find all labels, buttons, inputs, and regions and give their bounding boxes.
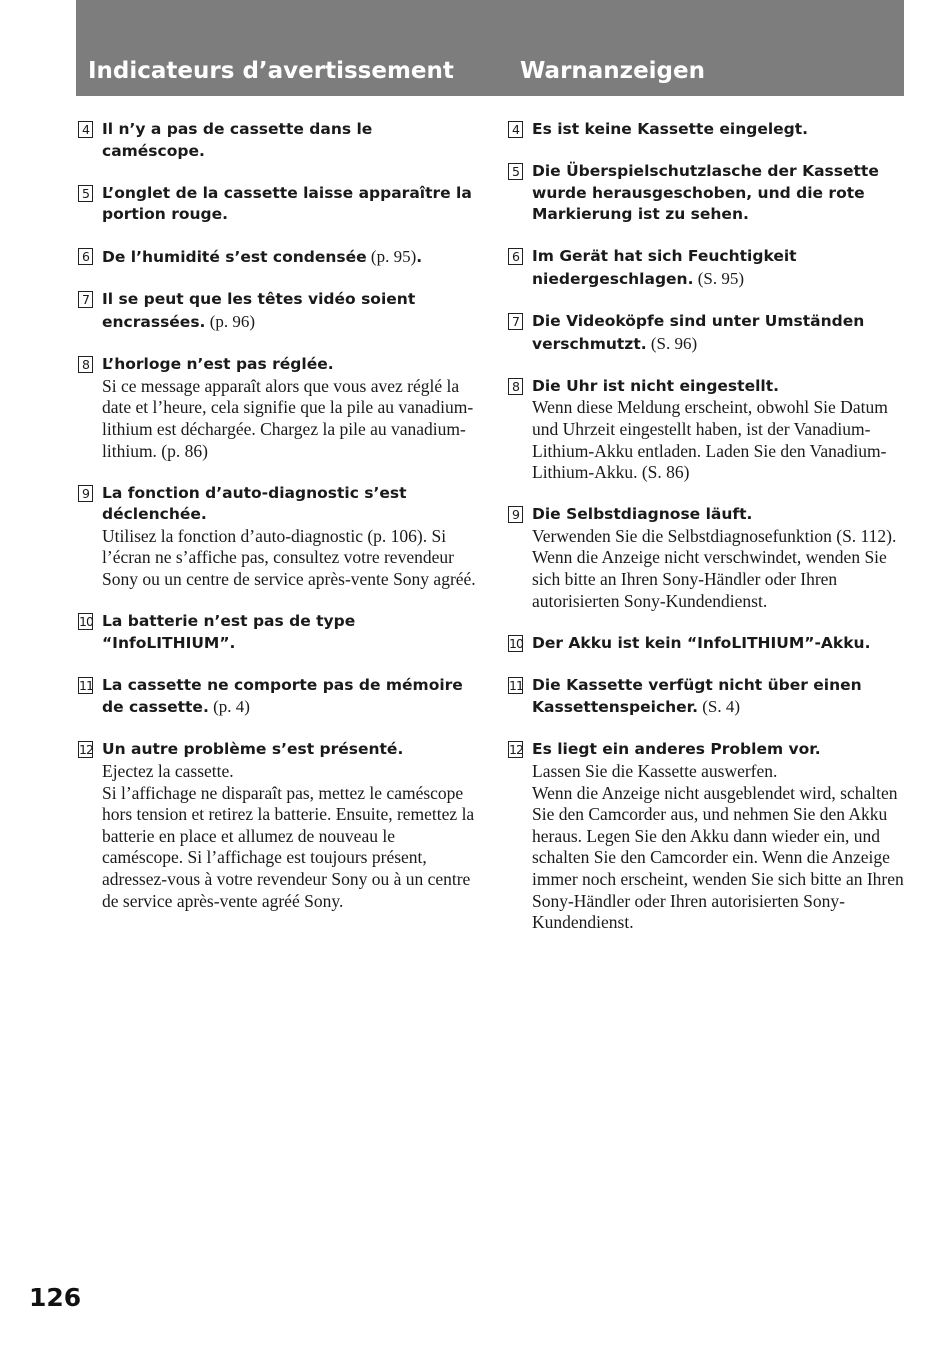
warning-title-text: La cassette ne comporte pas de mémoire de cassette. [102,675,463,717]
description-paragraph: Si ce message apparaît alors que vous avez réglé la date et l’heure, cela signifie que la pile au vanadium-lithium est déchargée. Chargez la pile au vanadium-lithium. (p. 86) [102,375,474,461]
warning-title-text: Die Kassette verfügt nicht über einen Kassettenspeicher. [532,675,862,717]
indicator-number-box: 10 [509,635,523,651]
warning-item [508,633,908,655]
warning-title-text: Die Videoköpfe sind unter Umständen verschmutzt. [532,312,865,353]
warning-title-text: Il n’y a pas de cassette dans le caméscope. [102,120,373,160]
warning-item [508,119,908,141]
page-reference: (S. 4) [698,697,741,717]
warning-title [532,311,908,355]
indicator-number-box: 4 [508,121,523,138]
section-header [76,0,904,96]
warning-item [508,504,908,612]
warning-item [78,119,478,162]
description-paragraph: Lassen Sie die Kassette auswerfen. [532,761,778,782]
indicator-number-box: 6 [78,248,93,265]
warning-description [102,526,478,591]
indicator-number-box: 7 [78,291,93,308]
warning-title-text: Un autre problème s’est présenté. [102,740,404,759]
warning-item [508,161,908,226]
indicator-number-box: 6 [508,248,523,265]
description-paragraph: Verwenden Sie die Selbstdiagnosefunktion (S. 112). Wenn die Anzeige nicht verschwindet, wenden Sie sich bitte an Ihren Sony-Händler oder Ihren autorisierten Sony-Kundendienst. [532,525,897,611]
indicator-number-box: 9 [78,485,93,502]
warning-title [102,739,478,761]
warning-item [508,246,908,290]
warning-title-text: La fonction d’auto-diagnostic s’est déclenchée. [102,483,407,524]
warning-title-text: De l’humidité s’est condensée [102,248,367,267]
description-paragraph: Wenn diese Meldung erscheint, obwohl Sie Datum und Uhrzeit eingestellt haben, ist der Vanadium-Lithium-Akku entladen. Laden Sie den Vanadium-Lithium-Akku. (S. 86) [532,397,888,483]
description-paragraph: Utilisez la fonction d’auto-diagnostic (p. 106). Si l’écran ne s’affiche pas, consultez votre revendeur Sony ou un centre de service après-vente Sony agréé. [102,525,476,589]
page-reference: (p. 4) [208,697,250,717]
page-reference: (S. 95) [693,268,745,288]
warning-title [532,739,908,761]
description-paragraph: Wenn die Anzeige nicht ausgeblendet wird, schalten Sie den Camcorder aus, und nehmen Sie den Akku heraus. Legen Sie den Akku dann wieder ein, und schalten Sie den Camcorder ein. Wenn die Anzeige immer noch erscheint, wenden Sie sich bitte an Ihren Sony-Händler oder Ihren autorisierten Sony-Kundendienst. [532,782,904,933]
warning-title [102,675,478,719]
indicator-number-box: 5 [78,185,93,202]
indicator-number-box: 4 [78,121,93,138]
french-column [78,119,478,933]
warning-title-text: Die Überspielschutzlasche der Kassette wurde herausgeschoben, und die rote Markierung ist zu sehen. [532,162,879,224]
warning-item [78,354,478,462]
warning-title-text: Es ist keine Kassette eingelegt. [532,120,809,138]
warning-item [78,675,478,719]
warning-title-text: Im Gerät hat sich Feuchtigkeit niedergeschlagen. [532,247,797,288]
section-title-german: Warnanzeigen [520,58,705,84]
warning-item [78,183,478,226]
warning-description [532,761,908,934]
indicator-number-box: 8 [78,356,93,373]
page-reference: (p. 95) [366,247,417,267]
warning-title-text: Il se peut que les têtes vidéo soient encrassées. [102,290,416,332]
warning-title [102,611,478,654]
warning-title [102,119,478,162]
warning-item [508,739,908,933]
warning-item [508,311,908,355]
warning-title [532,246,908,290]
page-reference: (S. 96) [646,333,698,353]
warning-title [102,289,478,333]
indicator-number-box: 12 [79,742,93,758]
indicator-number-box: 5 [508,163,523,180]
warning-title-text: L’horloge n’est pas réglée. [102,355,334,374]
warning-item [78,739,478,912]
indicator-number-box: 8 [508,378,523,395]
warning-title [532,633,908,655]
warning-title [532,119,908,141]
description-paragraph: Si l’affichage ne disparaît pas, mettez le caméscope hors tension et retirez la batterie. Ensuite, remettez la batterie en place et allumez de nouveau le caméscope. Si l’affichage est toujours présent, adressez-vous à votre revendeur Sony ou à un centre de service après-vente agréé Sony. [102,782,475,911]
indicator-number-box: 11 [79,677,93,693]
warning-title-text: La batterie n’est pas de type “InfoLITHIUM”. [102,612,356,652]
warning-item [508,675,908,719]
warning-description [532,397,908,483]
warning-title [102,483,478,526]
indicator-number-box: 9 [508,506,523,523]
warning-title-text: Es liegt ein anderes Problem vor. [532,740,821,759]
warning-title [532,675,908,719]
warning-item [78,483,478,591]
warning-title [532,161,908,226]
warning-description [102,376,478,462]
warning-title-text: Die Uhr ist nicht eingestellt. [532,376,780,395]
warning-title-text: Die Selbstdiagnose läuft. [532,505,753,524]
warning-title [102,183,478,226]
warning-title [102,354,478,376]
section-title-french: Indicateurs d’avertissement [88,58,454,84]
warning-item [78,289,478,333]
warning-title-text: Der Akku ist kein “InfoLITHIUM”-Akku. [532,633,871,652]
indicator-number-box: 7 [508,313,523,330]
warning-description [102,761,478,912]
indicator-number-box: 11 [509,677,523,693]
german-column [508,119,908,954]
page-reference: (p. 96) [205,312,256,332]
indicator-number-box: 10 [79,614,93,630]
description-paragraph: Ejectez la cassette. [102,761,234,782]
warning-item [78,611,478,654]
warning-title-text: L’onglet de la cassette laisse apparaître la portion rouge. [102,183,472,224]
warning-item [78,246,478,269]
warning-title [532,376,908,398]
page-number: 126 [29,1283,82,1312]
title-tail: . [416,248,423,267]
indicator-number-box: 12 [509,742,523,758]
warning-title [532,504,908,526]
warning-item [508,376,908,484]
warning-title [102,246,478,269]
warning-description [532,526,908,612]
